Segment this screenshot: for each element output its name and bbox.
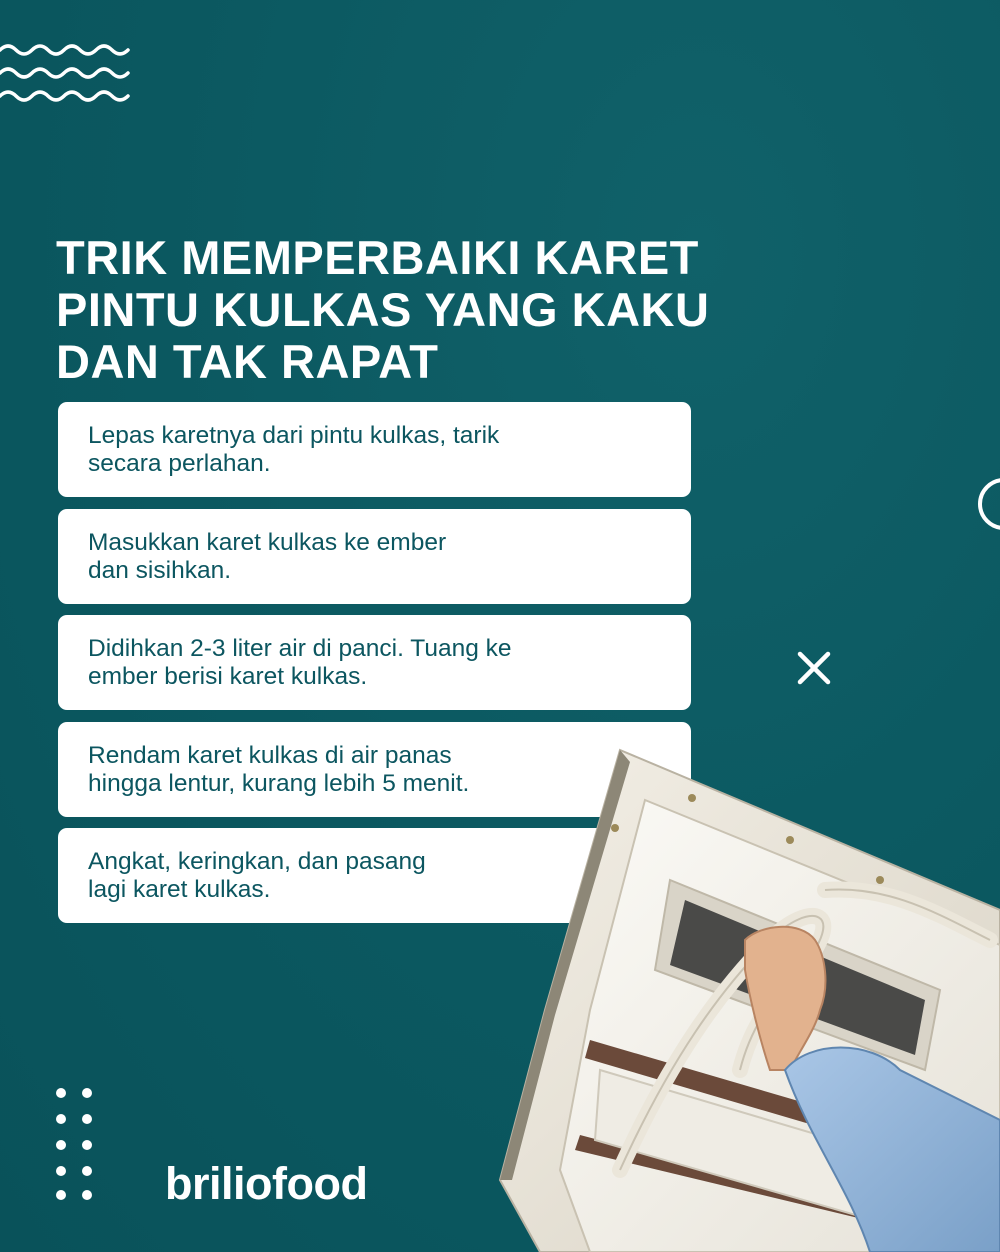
step-text-line: Masukkan karet kulkas ke ember (88, 528, 447, 556)
page-title (56, 232, 816, 388)
title-line-3: DAN TAK RAPAT (56, 335, 439, 388)
step-text-line: secara perlahan. (88, 450, 271, 477)
step-text-line: hingga lentur, kurang lebih 5 menit. (88, 769, 470, 797)
dot-grid-icon (55, 1087, 95, 1202)
step-card-1 (58, 402, 691, 497)
step-text-line: Didihkan 2-3 liter air di panci. Tuang ke (88, 635, 512, 662)
step-text-line: Angkat, keringkan, dan pasang (88, 848, 426, 875)
step-text-line: dan sisihkan. (88, 556, 232, 584)
title-line-1: TRIK MEMPERBAIKI KARET (56, 231, 699, 284)
step-card-3 (58, 615, 691, 710)
step-text-line: Rendam karet kulkas di air panas (88, 741, 452, 769)
close-x-icon (796, 650, 832, 686)
title-line-2: PINTU KULKAS YANG KAKU (56, 283, 710, 336)
step-text-line: lagi karet kulkas. (88, 876, 271, 903)
step-text-line: Lepas karetnya dari pintu kulkas, tarik (88, 422, 500, 449)
step-card-2 (58, 509, 691, 604)
fridge-door-photo (470, 740, 1000, 1252)
step-text-line: ember berisi karet kulkas. (88, 663, 368, 690)
brand-logo: briliofood (165, 1158, 368, 1209)
wave-lines-icon (0, 40, 132, 106)
circle-outline-icon (978, 478, 1000, 530)
